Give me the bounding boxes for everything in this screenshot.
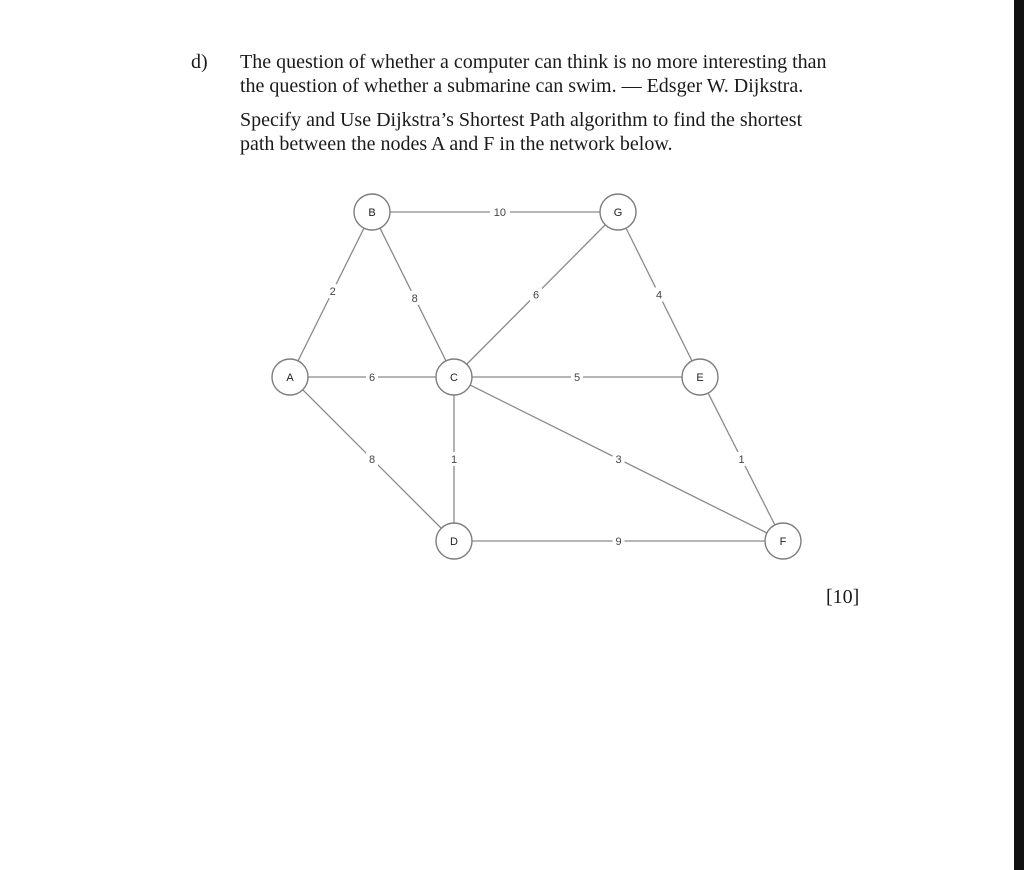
node-label-a: A [286, 372, 294, 384]
marks-label: [10] [826, 586, 860, 608]
edge-weight-c-f: 3 [615, 454, 622, 466]
node-label-d: D [450, 536, 458, 548]
node-label-c: C [450, 372, 458, 384]
edge-weight-a-b: 2 [329, 286, 336, 299]
edge-weight-d-f: 9 [615, 536, 622, 548]
edge-weight-c-g: 6 [532, 289, 540, 302]
edge-weight-e-f: 1 [738, 454, 745, 466]
node-label-e: E [696, 372, 704, 384]
edge-weight-b-g: 10 [493, 207, 507, 219]
edge-weight-a-d: 8 [368, 454, 376, 466]
instruction-line-2: path between the nodes A and F in the network below. [240, 133, 673, 155]
node-label-f: F [779, 536, 787, 548]
edge-weight-c-e: 5 [573, 372, 581, 384]
edge-weight-a-c: 6 [368, 372, 376, 384]
quote-line-2: the question of whether a submarine can swim. — Edsger W. Dijkstra. [240, 75, 804, 97]
quote-line-1: The question of whether a computer can think is no more interesting than [240, 51, 827, 73]
edge-weight-c-d: 1 [450, 454, 458, 466]
edge-weight-b-c: 8 [411, 292, 418, 305]
node-label-g: G [613, 207, 623, 219]
edge-weight-g-e: 4 [655, 289, 663, 302]
node-label-b: B [368, 207, 376, 219]
instruction-line-1: Specify and Use Dijkstra’s Shortest Path algorithm to find the shortest [240, 109, 803, 131]
question-label: d) [191, 51, 208, 73]
